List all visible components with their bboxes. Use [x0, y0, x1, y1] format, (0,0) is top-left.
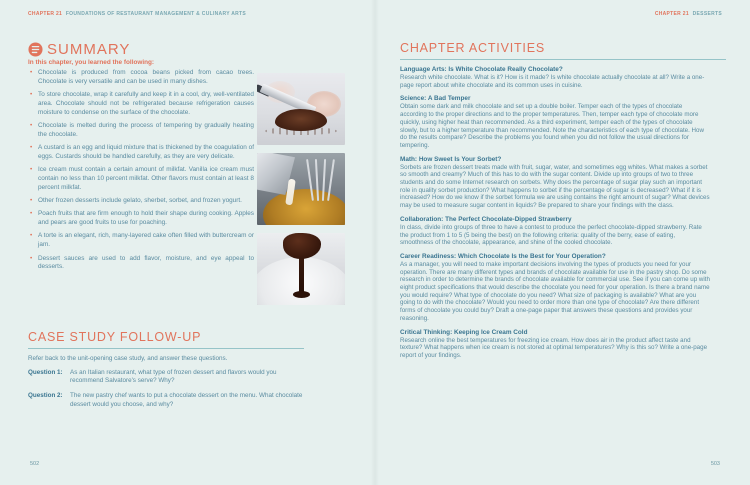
activity-math: [400, 156, 710, 210]
case-study-question: [28, 392, 304, 408]
summary-bullet: • Ice cream must contain a certain amount of milkfat. Vanilla ice cream must contain no less than 10 percent milkfat. Other flavors must contain at least 8 percent milkfat.: [28, 166, 254, 192]
photo-chocolate-blob-shape: [283, 233, 321, 259]
question-text: The new pastry chef wants to put a chocolate dessert on the menu. What chocolate dessert would you choose, and why?: [70, 392, 303, 408]
activity-collaboration: [400, 216, 710, 247]
running-head-left: [28, 11, 246, 17]
summary-intro: In this chapter, you learned the following:: [28, 59, 155, 66]
summary-bullet: • To store chocolate, wrap it carefully and keep it in a cool, dry, well-ventilated area. Chocolate should not be refrigerated because refrigeration causes moisture to condense on the surface of the chocolate.: [28, 91, 254, 117]
activity-title: Math: How Sweet Is Your Sorbet?: [400, 155, 502, 163]
summary-heading: [28, 41, 130, 58]
list-badge-icon: [28, 42, 43, 57]
running-head-title: FOUNDATIONS OF RESTAURANT MANAGEMENT & CULINARY ARTS: [65, 11, 247, 17]
activity-title: Science: A Bad Temper: [400, 95, 471, 103]
photo-column: [257, 73, 345, 313]
pouring-cream-photo: [257, 153, 345, 225]
case-study-intro: Refer back to the unit-opening case study, and answer these questions.: [28, 355, 228, 362]
summary-bullet: • Chocolate is melted during the process of tempering by gradually heating the chocolate.: [28, 122, 254, 140]
question-label: Question 1:: [28, 369, 63, 376]
activity-title: Critical Thinking: Keeping Ice Cream Cold: [400, 328, 528, 336]
activity-title: Language Arts: Is White Chocolate Really Chocolate?: [400, 66, 563, 73]
chapter-activities-heading: CHAPTER ACTIVITIES: [400, 41, 726, 60]
running-head-right: [655, 11, 722, 17]
summary-bullet: • A torte is an elegant, rich, many-layered cake often filled with buttercream or jam.: [28, 232, 254, 250]
summary-bullet-list: [28, 69, 254, 277]
question-text: As an Italian restaurant, what type of frozen dessert and flavors would you recommend Salvatore's serve? Why?: [70, 369, 277, 385]
question-label: Question 2:: [28, 392, 63, 400]
activity-body: Sorbets are frozen dessert treats made with fruit, sugar, water, and sometimes egg whites. What makes a sorbet so smooth and creamy? Much of this has to do with the sugar content. Divide up into groups of two to three students and do some Internet research on sorbets. Why does the percentage of sugar play such an important role in quality sorbet production? What happens to sorbet if the percentage of sugar is decreased? What if it is increased? How do we know if the sorbet formula we are using contains the right amount of sugar? What devices may be used to measure sugar content in liquids? Be prepared to share your findings with the class.: [400, 163, 710, 210]
activity-body: Obtain some dark and milk chocolate and set up a double boiler. Temper each of the types of chocolate according to the proper directions and to the proper temperatures. Then, temper each type of chocolate more quickly, using higher heat than recommended. As a third experiment, temper each of the types of chocolate slowly, but to a higher temperature than recommended. Note the characteristics of each type of chocolate. How do the results compare? Describe the problems you found when you did not follow the usual directions for tempering.: [400, 103, 704, 149]
page-number-right: 503: [710, 461, 720, 467]
activity-career-readiness: [400, 253, 710, 323]
photo-chocolate-pile-shape: [275, 109, 327, 131]
activities-list: [400, 66, 710, 360]
photo-whisk-shape: [305, 159, 335, 201]
summary-bullet: • Poach fruits that are firm enough to hold their shape during cooking. Apples and pears are good fruits to use for poaching.: [28, 210, 254, 228]
activity-body: In class, divide into groups of three to have a contest to produce the perfect chocolate-dipped strawberry. Rate the product from 1 to 5 (5 being the best) on the following criteria: quality of the berry, ease of eating, smoothness of the chocolate, appearance, and shine of the cooled chocolate.: [400, 223, 702, 247]
activity-body: Research online the best temperatures for freezing ice cream. How does air in the product affect taste and texture? What happens when ice cream is not stored at optimal temperatures? Why is this so? Write a one-page report of your findings.: [400, 336, 708, 359]
photo-chocolate-drip-shape: [299, 255, 304, 295]
summary-bullet: • A custard is an egg and liquid mixture that is thickened by the coagulation of eggs. Custards should be handled carefully, as they are very delicate.: [28, 144, 254, 162]
summary-bullet: • Chocolate is produced from cocoa beans picked from cacao trees. Chocolate is very versatile and can be used in many dishes.: [28, 69, 254, 87]
case-study-section: [28, 330, 304, 409]
chopping-chocolate-photo: [257, 73, 345, 145]
activity-body: Research white chocolate. What is it? How is it made? Is white chocolate actually chocolate at all? Write a one-page report about white chocolate and its common uses in cuisine.: [400, 74, 705, 89]
chapter-activities-section: [400, 41, 726, 366]
activity-title: Collaboration: The Perfect Chocolate-Dipped Strawberry: [400, 215, 572, 223]
melted-chocolate-photo: [257, 233, 345, 305]
photo-chocolate-pool-shape: [293, 291, 310, 298]
page-gutter: [371, 0, 379, 485]
activity-language-arts: [400, 66, 710, 89]
chapter-tag: CHAPTER 21: [28, 11, 63, 17]
running-head-title: DESSERTS: [692, 11, 722, 17]
summary-bullet: • Dessert sauces are used to add flavor, moisture, and eye appeal to desserts.: [28, 255, 254, 273]
summary-bullet: • Other frozen desserts include gelato, sherbet, sorbet, and frozen yogurt.: [28, 197, 254, 206]
activity-body: As a manager, you will need to make important decisions involving the types of products you need for your operation. There are many different types and brands of chocolate available for use in the pastry shop. Do some research in order to determine the brands of chocolate available for commercial use. See if you can come up with eight product specifications that would describe the chocolate you need for your operation. Is there a brand name you would require? What type of chocolate do you need? What size of packaging is available? What are you going to do with the chocolate? Would you need to order more than one type of chocolate? Are there different forms of chocolate you could buy? Draft a one-page paper that answers these questions and provides your reasoning.: [400, 260, 710, 322]
case-study-question: [28, 369, 304, 385]
activity-science: [400, 95, 710, 149]
activity-critical-thinking: [400, 329, 710, 360]
activity-title: Career Readiness: Which Chocolate Is the Best for Your Operation?: [400, 252, 606, 260]
case-study-heading: CASE STUDY FOLLOW-UP: [28, 330, 304, 349]
chapter-tag: CHAPTER 21: [654, 11, 689, 17]
summary-title: SUMMARY: [47, 41, 131, 58]
page-number-left: 502: [30, 461, 40, 467]
